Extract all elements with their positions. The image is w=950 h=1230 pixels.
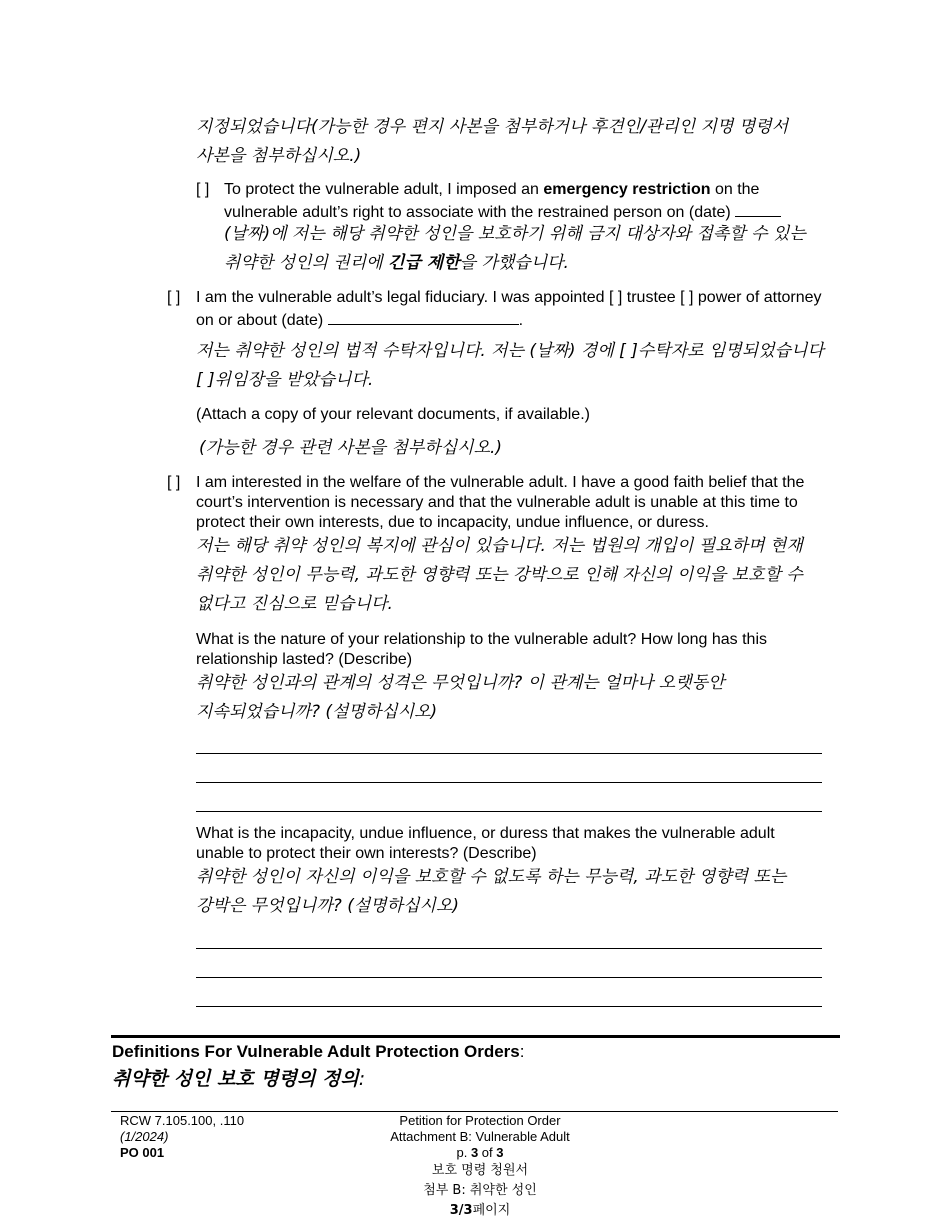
fiduciary-attach-english: (Attach a copy of your relevant documents, if available.) — [196, 406, 590, 423]
section-divider — [111, 1035, 840, 1038]
definitions-title-ko-text: 취약한 성인 보호 명령의 정의 — [112, 1068, 359, 1090]
footer-page-mid: of — [478, 1145, 497, 1160]
footer-page-total: 3 — [496, 1145, 504, 1160]
fiduciary-attach-korean: (가능한 경우 관련 사본을 첨부하십시오.) — [199, 438, 503, 458]
definitions-colon: : — [519, 1042, 525, 1061]
footer-page-number — [330, 1145, 630, 1161]
legal-fiduciary-checkbox[interactable]: [ ] — [167, 289, 181, 306]
emergency-ko-line-2 — [224, 249, 844, 278]
footer-ko-title-1: 보호 명령 청원서 — [431, 1163, 529, 1178]
emergency-ko-line-2-pre: 취약한 성인의 권리에 — [224, 253, 389, 273]
footer-divider — [111, 1111, 838, 1112]
footer-ko-title-2: 첨부 B: 취약한 성인 — [423, 1183, 537, 1198]
welfare-ko-line-3: 없다고 진심으로 믿습니다. — [196, 594, 393, 614]
incapacity-question-english: What is the incapacity, undue influence, or duress that makes the vulnerable adult unable to protect their own interests? (Describe) — [196, 825, 775, 862]
emergency-ko-line-2-post: 을 가했습니다. — [459, 253, 569, 273]
welfare-ko-line-1: 저는 해당 취약 성인의 복지에 관심이 있습니다. 저는 법원의 개입이 필요하며 현재 — [196, 536, 803, 556]
fiduciary-en-period: . — [518, 312, 524, 329]
emergency-en-pre: To protect the vulnerable adult, I imposed an — [224, 181, 544, 198]
emergency-en-bold: emergency restriction — [543, 181, 711, 198]
footer-ko-page-suffix: 페이지 — [472, 1203, 511, 1218]
welfare-ko-line-2: 취약한 성인이 무능력, 과도한 영향력 또는 강박으로 인해 자신의 이익을 보호할 수 — [196, 565, 803, 585]
footer-page-current: 3 — [470, 1145, 479, 1160]
emergency-restriction-english — [224, 180, 824, 223]
q2-ko-line-1: 취약한 성인이 자신의 이익을 보호할 수 없도록 하는 무능력, 과도한 영향력 또는 — [196, 867, 787, 887]
footer-date: (1/2024) — [120, 1129, 169, 1144]
relationship-answer-line-1[interactable] — [196, 753, 822, 754]
definitions-title-ko-colon: : — [358, 1068, 366, 1090]
emergency-restriction-korean — [224, 220, 844, 278]
relationship-question-english: What is the nature of your relationship to the vulnerable adult? How long has this relationship lasted? (Describe) — [196, 631, 767, 668]
continuation-ko-line-1: 지정되었습니다(가능한 경우 편지 사본을 첨부하거나 후견인/관리인 지명 명령서 — [196, 117, 789, 137]
footer-form-number: PO 001 — [120, 1145, 165, 1160]
welfare-interest-checkbox[interactable]: [ ] — [167, 474, 181, 491]
emergency-ko-bold: 긴급 제한 — [388, 253, 460, 273]
q1-ko-line-1: 취약한 성인과의 관계의 성격은 무엇입니까? 이 관계는 얼마나 오랫동안 — [196, 673, 725, 693]
emergency-date-field[interactable] — [735, 200, 781, 217]
incapacity-answer-line-3[interactable] — [196, 1006, 822, 1007]
welfare-english: I am interested in the welfare of the vulnerable adult. I have a good faith belief that the court’s intervention is necessary and that the vulnerable adult is unable at this time to protect their own interests, due to incapacity, undue influence, or duress. — [196, 474, 805, 531]
q1-ko-line-2: 지속되었습니까? (설명하십시오) — [196, 702, 438, 722]
emergency-ko-line-1: (날짜)에 저는 해당 취약한 성인을 보호하기 위해 금지 대상자와 접촉할 수 있는 — [224, 224, 806, 244]
emergency-restriction-checkbox[interactable]: [ ] — [196, 181, 210, 198]
definitions-title — [112, 1041, 524, 1063]
footer-center — [330, 1113, 630, 1221]
welfare-korean — [196, 532, 856, 619]
legal-fiduciary-english — [196, 288, 826, 331]
emergency-en-post: on the vulnerable adult’s right to associate with the restrained person on (date) — [224, 181, 760, 221]
footer-title-1: Petition for Protection Order — [399, 1113, 561, 1128]
definitions-title-english: Definitions For Vulnerable Adult Protection Orders — [112, 1042, 520, 1061]
fiduciary-date-field[interactable] — [328, 308, 519, 325]
definitions-title-korean — [112, 1066, 365, 1092]
continuation-korean — [196, 113, 856, 171]
relationship-answer-line-2[interactable] — [196, 782, 822, 783]
footer-ko-page — [330, 1201, 630, 1221]
fiduciary-ko-line-2: [ ]위임장을 받았습니다. — [196, 370, 374, 390]
q2-ko-line-2: 강박은 무엇입니까? (설명하십시오) — [196, 896, 460, 916]
footer-page-pre: p. — [456, 1145, 471, 1160]
footer-ko-page-num: 3/3 — [449, 1203, 473, 1218]
continuation-ko-line-2: 사본을 첨부하십시오.) — [196, 146, 362, 166]
fiduciary-en-text: I am the vulnerable adult’s legal fiduciary. I was appointed [ ] trustee [ ] power of attorney on or about (date) — [196, 289, 822, 329]
incapacity-question-korean — [196, 863, 856, 921]
incapacity-answer-line-2[interactable] — [196, 977, 822, 978]
incapacity-answer-line-1[interactable] — [196, 948, 822, 949]
fiduciary-ko-line-1: 저는 취약한 성인의 법적 수탁자입니다. 저는 (날짜) 경에 [ ]수탁자로 임명되었습니다 — [196, 341, 824, 361]
footer-rcw: RCW 7.105.100, .110 — [120, 1113, 245, 1128]
footer-left — [120, 1113, 244, 1161]
footer-title-2: Attachment B: Vulnerable Adult — [390, 1129, 570, 1144]
legal-fiduciary-korean — [196, 337, 856, 395]
relationship-answer-line-3[interactable] — [196, 811, 822, 812]
relationship-question-korean — [196, 669, 856, 727]
